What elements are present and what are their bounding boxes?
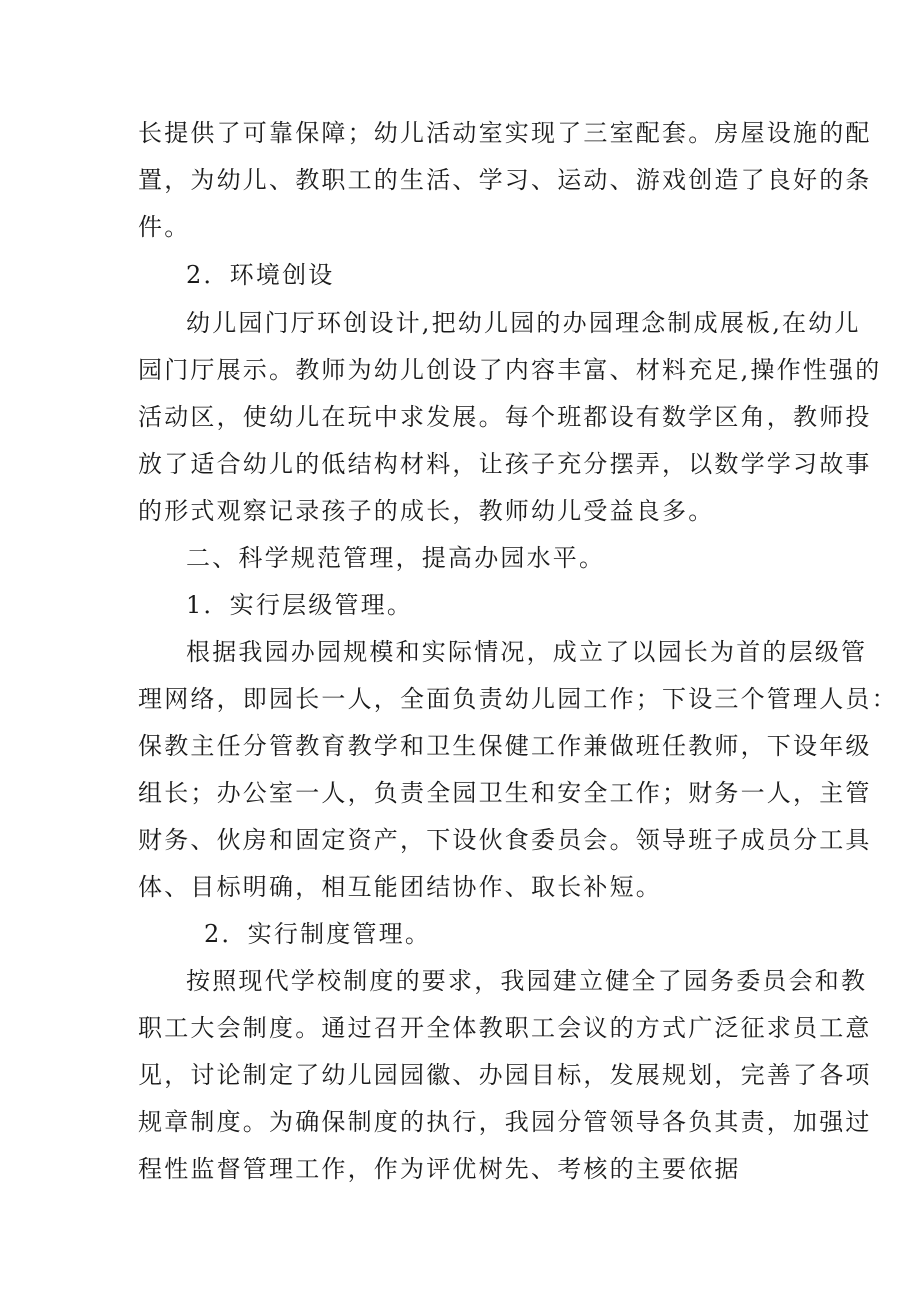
body-text-line: 组长；办公室一人，负责全园卫生和安全工作；财务一人，主管: [138, 779, 872, 807]
body-text-line: 理网络，即园长一人，全面负责幼儿园工作；下设三个管理人员：: [138, 685, 898, 713]
body-text-line: 活动区，使幼儿在玩中求发展。每个班都设有数学区角，教师投: [138, 403, 872, 431]
body-text-line: 件。: [138, 213, 191, 241]
body-text-line: 财务、伙房和固定资产，下设伙食委员会。领导班子成员分工具: [138, 826, 872, 854]
body-text-line: 根据我园办园规模和实际情况，成立了以园长为首的层级管: [186, 638, 868, 666]
section-heading: 二、科学规范管理，提高办园水平。: [186, 544, 606, 572]
body-text-line: 按照现代学校制度的要求，我园建立健全了园务委员会和教: [186, 967, 868, 995]
body-text-line: 放了适合幼儿的低结构材料，让孩子充分摆弄，以数学学习故事: [138, 450, 872, 478]
body-text-line: 保教主任分管教育教学和卫生保健工作兼做班任教师，下设年级: [138, 732, 872, 760]
body-text-line: 园门厅展示。教师为幼儿创设了内容丰富、材料充足,操作性强的: [138, 356, 882, 384]
subsection-heading: 1．实行层级管理。: [186, 591, 414, 619]
body-text-line: 规章制度。为确保制度的执行，我园分管领导各负其责，加强过: [138, 1108, 872, 1136]
body-text-line: 置，为幼儿、教职工的生活、学习、运动、游戏创造了良好的条: [138, 166, 872, 194]
body-text-line: 的形式观察记录孩子的成长，教师幼儿受益良多。: [138, 497, 715, 525]
section-heading: 2．环境创设: [186, 261, 335, 289]
subsection-heading: 2．实行制度管理。: [204, 920, 432, 948]
body-text-line: 程性监督管理工作，作为评优树先、考核的主要依据: [138, 1155, 741, 1183]
body-text-line: 体、目标明确，相互能团结协作、取长补短。: [138, 873, 662, 901]
body-text-line: 见，讨论制定了幼儿园园徽、办园目标，发展规划，完善了各项: [138, 1061, 872, 1089]
body-text-line: 幼儿园门厅环创设计,把幼儿园的办园理念制成展板,在幼儿: [186, 309, 861, 337]
body-text-line: 职工大会制度。通过召开全体教职工会议的方式广泛征求员工意: [138, 1014, 872, 1042]
body-text-line: 长提供了可靠保障；幼儿活动室实现了三室配套。房屋设施的配: [138, 119, 872, 147]
